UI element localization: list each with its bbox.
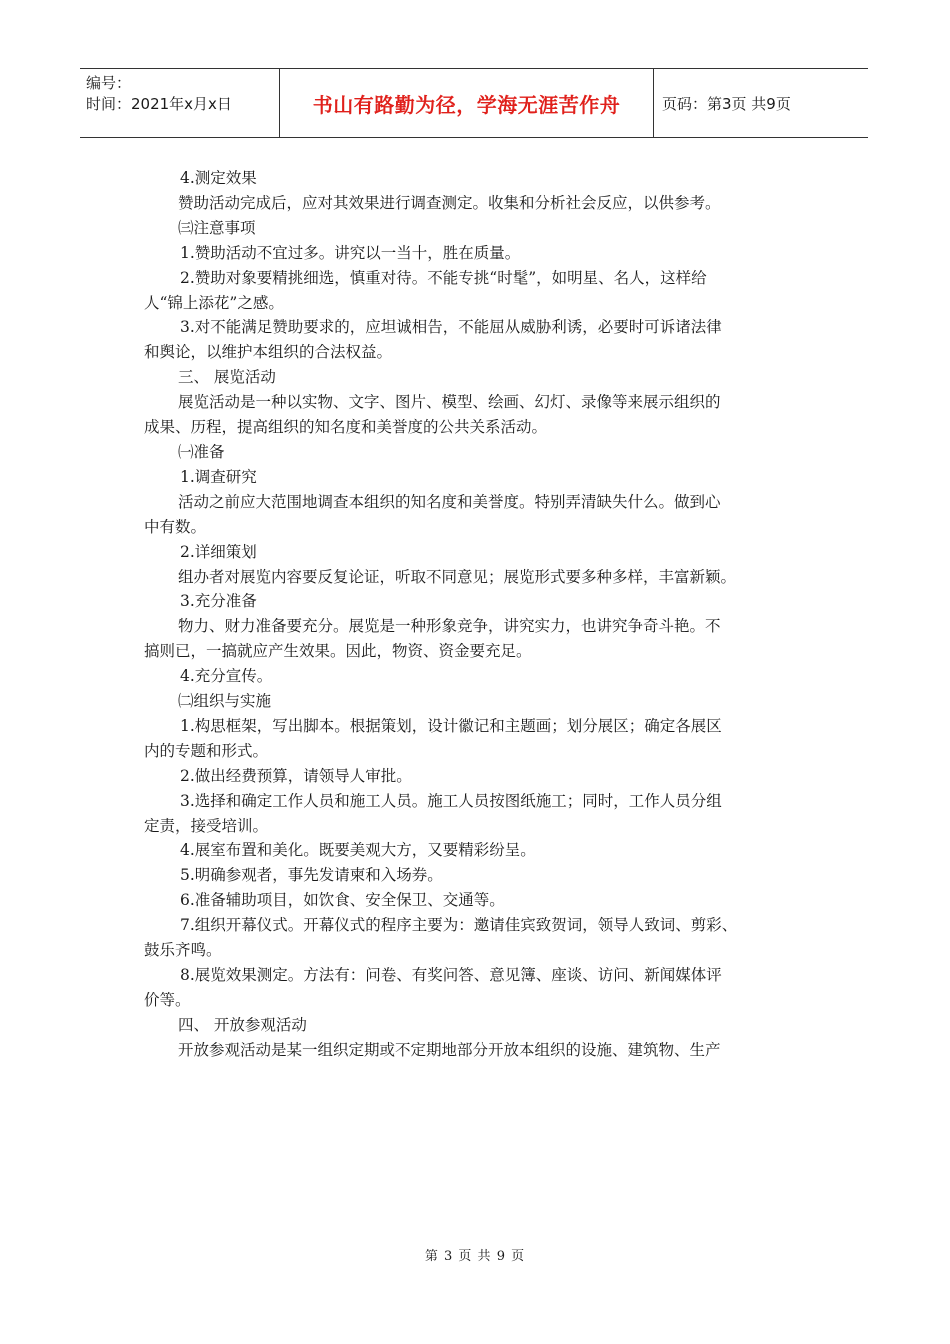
body-text-line: 3.充分准备 bbox=[180, 592, 257, 611]
body-text-line: 组办者对展览内容要反复论证，听取不同意见；展览形式要多种多样，丰富新颖。 bbox=[178, 567, 737, 586]
document-header bbox=[80, 68, 868, 138]
body-text-line: 1.构思框架，写出脚本。根据策划，设计徽记和主题画；划分展区；确定各展区 bbox=[180, 716, 722, 735]
header-motto: 书山有路勤为径，学海无涯苦作舟 bbox=[312, 92, 621, 117]
body-text-line: 价等。 bbox=[144, 990, 191, 1009]
body-text-line: 赞助活动完成后，应对其效果进行调查测定。收集和分析社会反应，以供参考。 bbox=[178, 193, 721, 212]
body-text-line: 2.做出经费预算，请领导人审批。 bbox=[180, 766, 412, 785]
body-text-line: ㈠准备 bbox=[178, 442, 225, 461]
document-time-label: 时间：2021年x月x日 bbox=[86, 95, 232, 113]
body-text-line: 物力、财力准备要充分。展览是一种形象竞争，讲究实力，也讲究争奇斗艳。不 bbox=[178, 617, 721, 636]
body-text-line: 2.赞助对象要精挑细选，慎重对待。不能专挑“时髦”，如明星、名人，这样给 bbox=[180, 268, 707, 287]
body-text-line: 展览活动是一种以实物、文字、图片、模型、绘画、幻灯、录像等来展示组织的 bbox=[178, 393, 721, 412]
page-footer: 第 3 页 共 9 页 bbox=[424, 1249, 526, 1264]
body-text-line: ㈡组织与实施 bbox=[178, 692, 272, 711]
body-text-line: 三、 展览活动 bbox=[178, 368, 276, 387]
body-text-line: 中有数。 bbox=[144, 517, 207, 536]
body-text-line: 四、 开放参观活动 bbox=[178, 1015, 307, 1034]
header-meta bbox=[80, 69, 280, 137]
body-text-line: 定责，接受培训。 bbox=[144, 816, 269, 835]
header-motto-cell bbox=[280, 69, 654, 137]
body-text-line: 3.对不能满足赞助要求的，应坦诚相告，不能屈从威胁利诱，必要时可诉诸法律 bbox=[180, 318, 722, 337]
header-page-info: 页码：第3页 共9页 bbox=[662, 94, 791, 113]
body-text-line: 活动之前应大范围地调查本组织的知名度和美誉度。特别弄清缺失什么。做到心 bbox=[178, 492, 721, 511]
body-text-line: 8.展览效果测定。方法有：问卷、有奖问答、意见簿、座谈、访问、新闻媒体评 bbox=[180, 966, 722, 984]
body-text-line: 人“锦上添花”之感。 bbox=[144, 293, 284, 312]
body-text-line: ㈢注意事项 bbox=[178, 218, 256, 237]
body-text-line: 7.组织开幕仪式。开幕仪式的程序主要为：邀请佳宾致贺词，领导人致词、剪彩、 bbox=[180, 916, 738, 935]
body-text-line: 和舆论，以维护本组织的合法权益。 bbox=[144, 343, 393, 362]
body-text-line: 3.选择和确定工作人员和施工人员。施工人员按图纸施工；同时，工作人员分组 bbox=[180, 791, 722, 810]
body-text-line: 4.充分宣传。 bbox=[180, 667, 273, 686]
body-text-line: 搞则已，一搞就应产生效果。因此，物资、资金要充足。 bbox=[144, 642, 532, 661]
body-text-line: 内的专题和形式。 bbox=[144, 741, 269, 760]
body-text-line: 4.测定效果 bbox=[180, 169, 257, 187]
body-text-line: 鼓乐齐鸣。 bbox=[144, 941, 222, 960]
document-body bbox=[144, 166, 784, 1063]
document-number-label: 编号： bbox=[86, 74, 132, 92]
body-text-line: 开放参观活动是某一组织定期或不定期地部分开放本组织的设施、建筑物、生产 bbox=[178, 1040, 721, 1059]
body-text-line: 6.准备辅助项目，如饮食、安全保卫、交通等。 bbox=[180, 891, 505, 910]
body-text-line: 4.展室布置和美化。既要美观大方，又要精彩纷呈。 bbox=[180, 841, 536, 860]
body-text-line: 1.赞助活动不宜过多。讲究以一当十，胜在质量。 bbox=[180, 243, 521, 262]
body-text-line: 1.调查研究 bbox=[180, 467, 257, 486]
body-text-line: 2.详细策划 bbox=[180, 542, 257, 561]
body-text-line: 5.明确参观者，事先发请柬和入场券。 bbox=[180, 866, 443, 885]
body-text-line: 成果、历程，提高组织的知名度和美誉度的公共关系活动。 bbox=[144, 418, 548, 437]
